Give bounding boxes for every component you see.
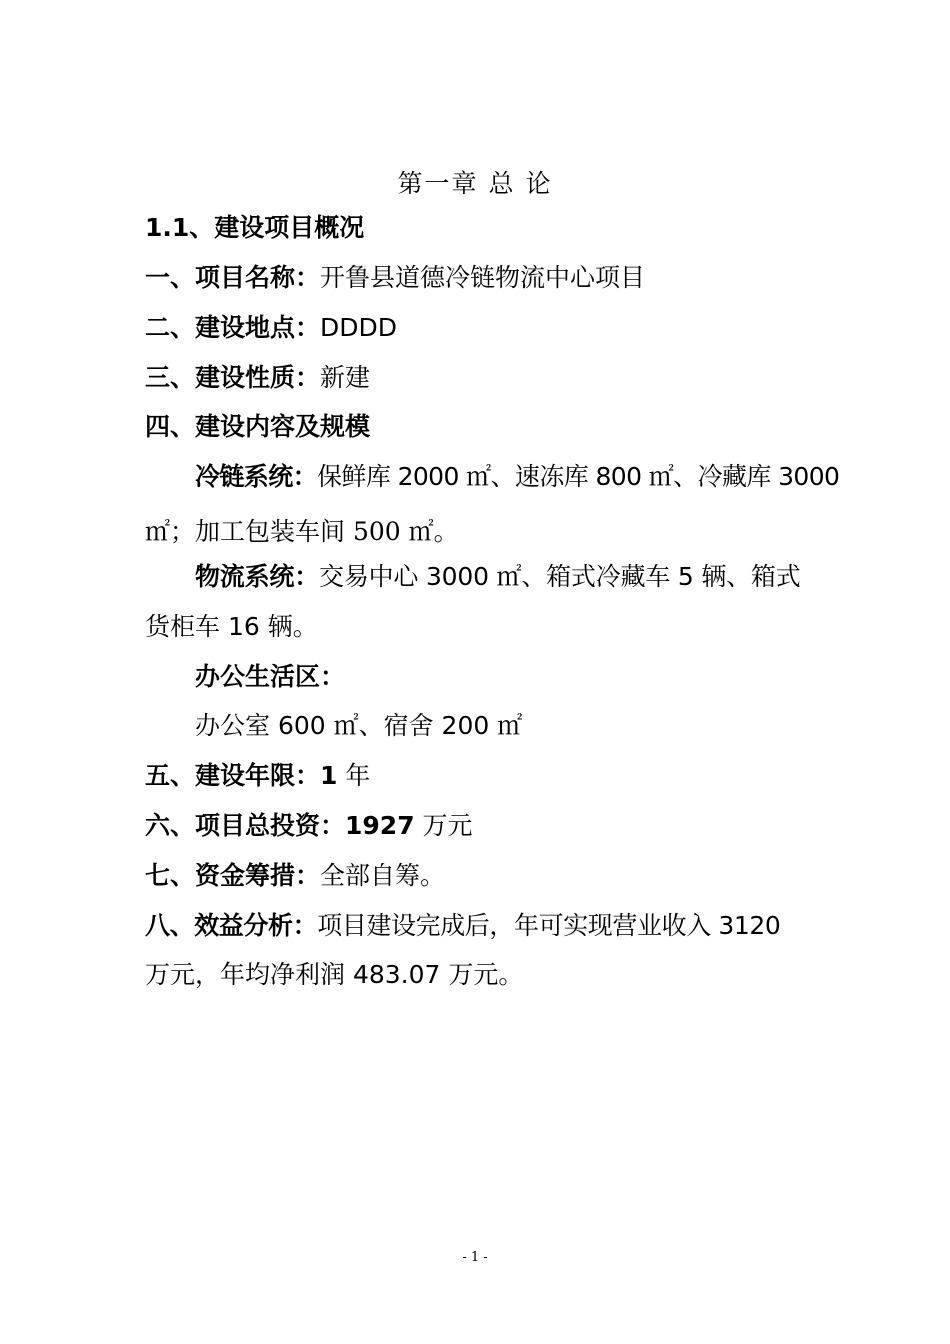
site-label: 二、建设地点： (145, 313, 321, 342)
funding-label: 七、资金筹措： (145, 861, 321, 890)
investment-label: 六、项目总投资： (145, 811, 346, 840)
office-label: 办公生活区： (195, 662, 346, 691)
logistics-line-2: 货柜车 16 辆。 (145, 612, 318, 641)
cold-chain-line-1 (195, 461, 840, 493)
investment-number: 1927 (345, 811, 415, 840)
period-number: 1 (320, 761, 338, 790)
logistics-label: 物流系统： (195, 562, 320, 591)
cold-chain-value-1: 保鲜库 2000 ㎡、速冻库 800 ㎡、冷藏库 3000 (317, 462, 840, 491)
nature-value: 新建 (320, 363, 371, 392)
benefit-value-1: 项目建设完成后，年可实现营业收入 3120 (317, 911, 781, 940)
benefit-label: 八、效益分析： (145, 911, 318, 940)
item-investment (145, 810, 473, 842)
chapter-title: 第一章 总 论 (397, 169, 553, 198)
investment-unit: 万元 (414, 811, 473, 840)
project-name-label: 一、项目名称： (145, 263, 321, 292)
item-period (145, 760, 370, 792)
scope-heading: 四、建设内容及规模 (145, 412, 371, 441)
site-value: DDDD (320, 313, 398, 342)
period-unit: 年 (337, 761, 371, 790)
nature-label: 三、建设性质： (145, 363, 321, 392)
project-name-value: 开鲁县道德冷链物流中心项目 (320, 263, 646, 292)
item-funding (145, 860, 445, 892)
page-number: - 1 - (462, 1250, 488, 1265)
section-heading: 1.1、建设项目概况 (145, 213, 365, 242)
item-project-name (145, 262, 645, 294)
item-site (145, 312, 397, 344)
funding-value: 全部自筹。 (320, 861, 446, 890)
benefit-line-2: 万元，年均净利润 483.07 万元。 (145, 960, 524, 989)
item-benefit-line-1 (145, 910, 780, 942)
logistics-line-1 (195, 561, 801, 593)
office-value: 办公室 600 ㎡、宿舍 200 ㎡ (195, 711, 523, 740)
cold-chain-label: 冷链系统： (195, 462, 318, 491)
item-nature (145, 362, 370, 394)
period-label: 五、建设年限： (145, 761, 321, 790)
logistics-value-1: 交易中心 3000 ㎡、箱式冷藏车 5 辆、箱式 (319, 562, 801, 591)
cold-chain-line-2: ㎡；加工包装车间 500 ㎡。 (145, 517, 459, 546)
